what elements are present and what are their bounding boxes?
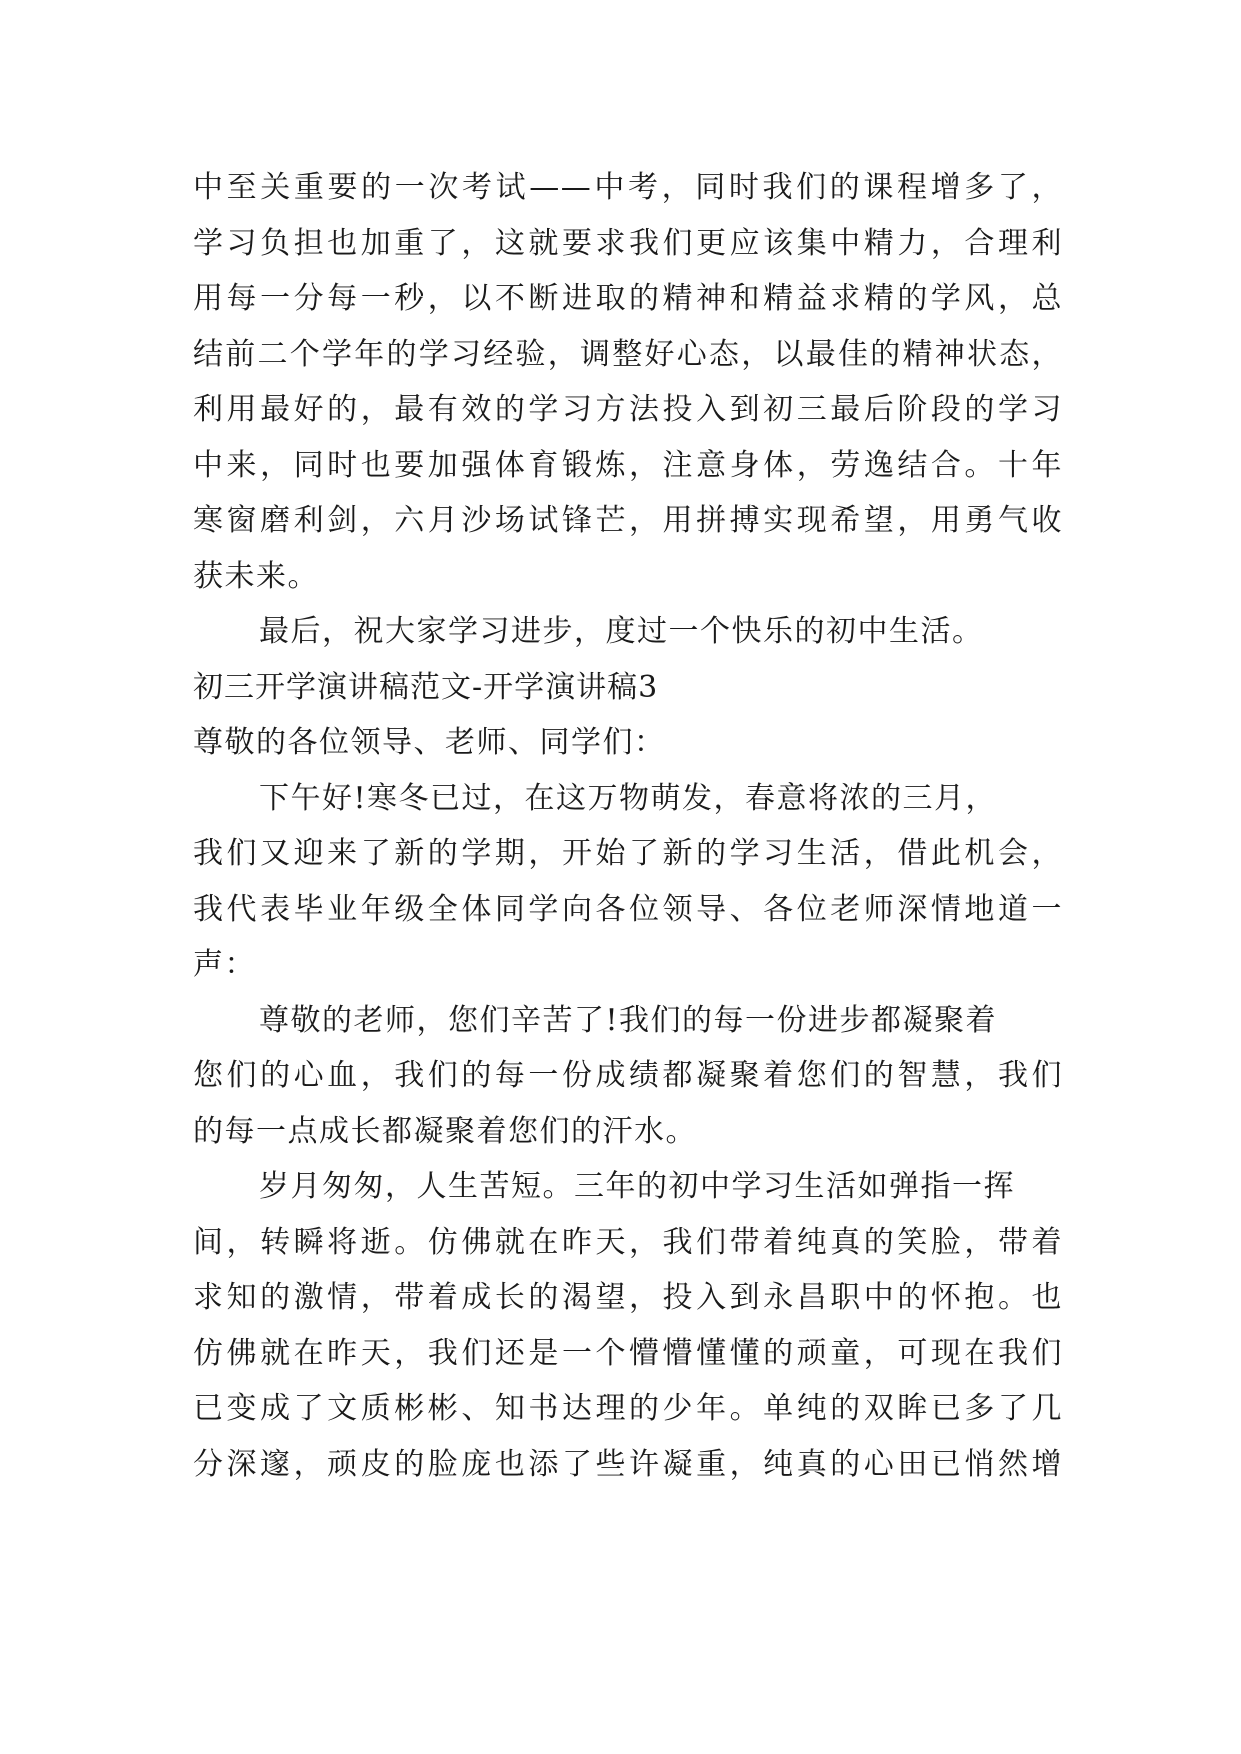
paragraph-greeting [193, 771, 1063, 993]
text-line: 中至关重要的一次考试——中考，同时我们的课程增多了， [193, 170, 1063, 205]
text-line: 的每一点成长都凝聚着您们的汗水。 [193, 1113, 697, 1149]
text-line: 用每一分每一秒，以不断进取的精神和精益求精的学风，总 [193, 281, 1063, 316]
paragraph-closing-wish [193, 604, 1063, 660]
text-line: 声： [193, 947, 256, 982]
text-line: 仿佛就在昨天，我们还是一个懵懵懂懂的顽童，可现在我们 [193, 1335, 1063, 1371]
text-line: 中来，同时也要加强体育锻炼，注意身体，劳逸结合。十年 [193, 447, 1063, 483]
text-line: 尊敬的老师，您们辛苦了!我们的每一份进步都凝聚着 [259, 1002, 998, 1038]
text-line: 下午好!寒冬已过，在这万物萌发，春意将浓的三月， [259, 780, 998, 816]
text-line: 获未来。 [193, 558, 319, 594]
section-title-text: 初三开学演讲稿范文-开学演讲稿3 [193, 669, 659, 705]
document-body [193, 160, 1063, 1492]
text-line: 您们的心血，我们的每一份成绩都凝聚着您们的智慧，我们 [193, 1058, 1063, 1093]
salutation-text: 尊敬的各位领导、老师、同学们： [193, 725, 666, 760]
text-line: 结前二个学年的学习经验，调整好心态，以最佳的精神状态， [193, 336, 1063, 372]
text-line: 寒窗磨利剑，六月沙场试锋芒，用拼搏实现希望，用勇气收 [193, 503, 1063, 538]
text-line: 求知的激情，带着成长的渴望，投入到永昌职中的怀抱。也 [193, 1280, 1063, 1315]
paragraph-time-flies [193, 1159, 1063, 1492]
text-line: 分深邃，顽皮的脸庞也添了些许凝重，纯真的心田已悄然增 [193, 1446, 1063, 1482]
text-line: 最后，祝大家学习进步，度过一个快乐的初中生活。 [259, 614, 984, 649]
text-line: 已变成了文质彬彬、知书达理的少年。单纯的双眸已多了几 [193, 1391, 1063, 1426]
text-line: 我代表毕业年级全体同学向各位领导、各位老师深情地道一 [193, 891, 1063, 927]
text-line: 学习负担也加重了，这就要求我们更应该集中精力，合理利 [193, 225, 1063, 261]
text-line: 我们又迎来了新的学期，开始了新的学习生活，借此机会， [193, 836, 1063, 871]
paragraph-thanks-teachers [193, 993, 1063, 1160]
section-title [193, 660, 1063, 716]
salutation [193, 715, 1063, 771]
text-line: 岁月匆匆，人生苦短。三年的初中学习生活如弹指一挥 [259, 1169, 1015, 1204]
paragraph-continuation [193, 160, 1063, 604]
text-line: 利用最好的，最有效的学习方法投入到初三最后阶段的学习 [193, 392, 1063, 427]
text-line: 间，转瞬将逝。仿佛就在昨天，我们带着纯真的笑脸，带着 [193, 1224, 1063, 1260]
